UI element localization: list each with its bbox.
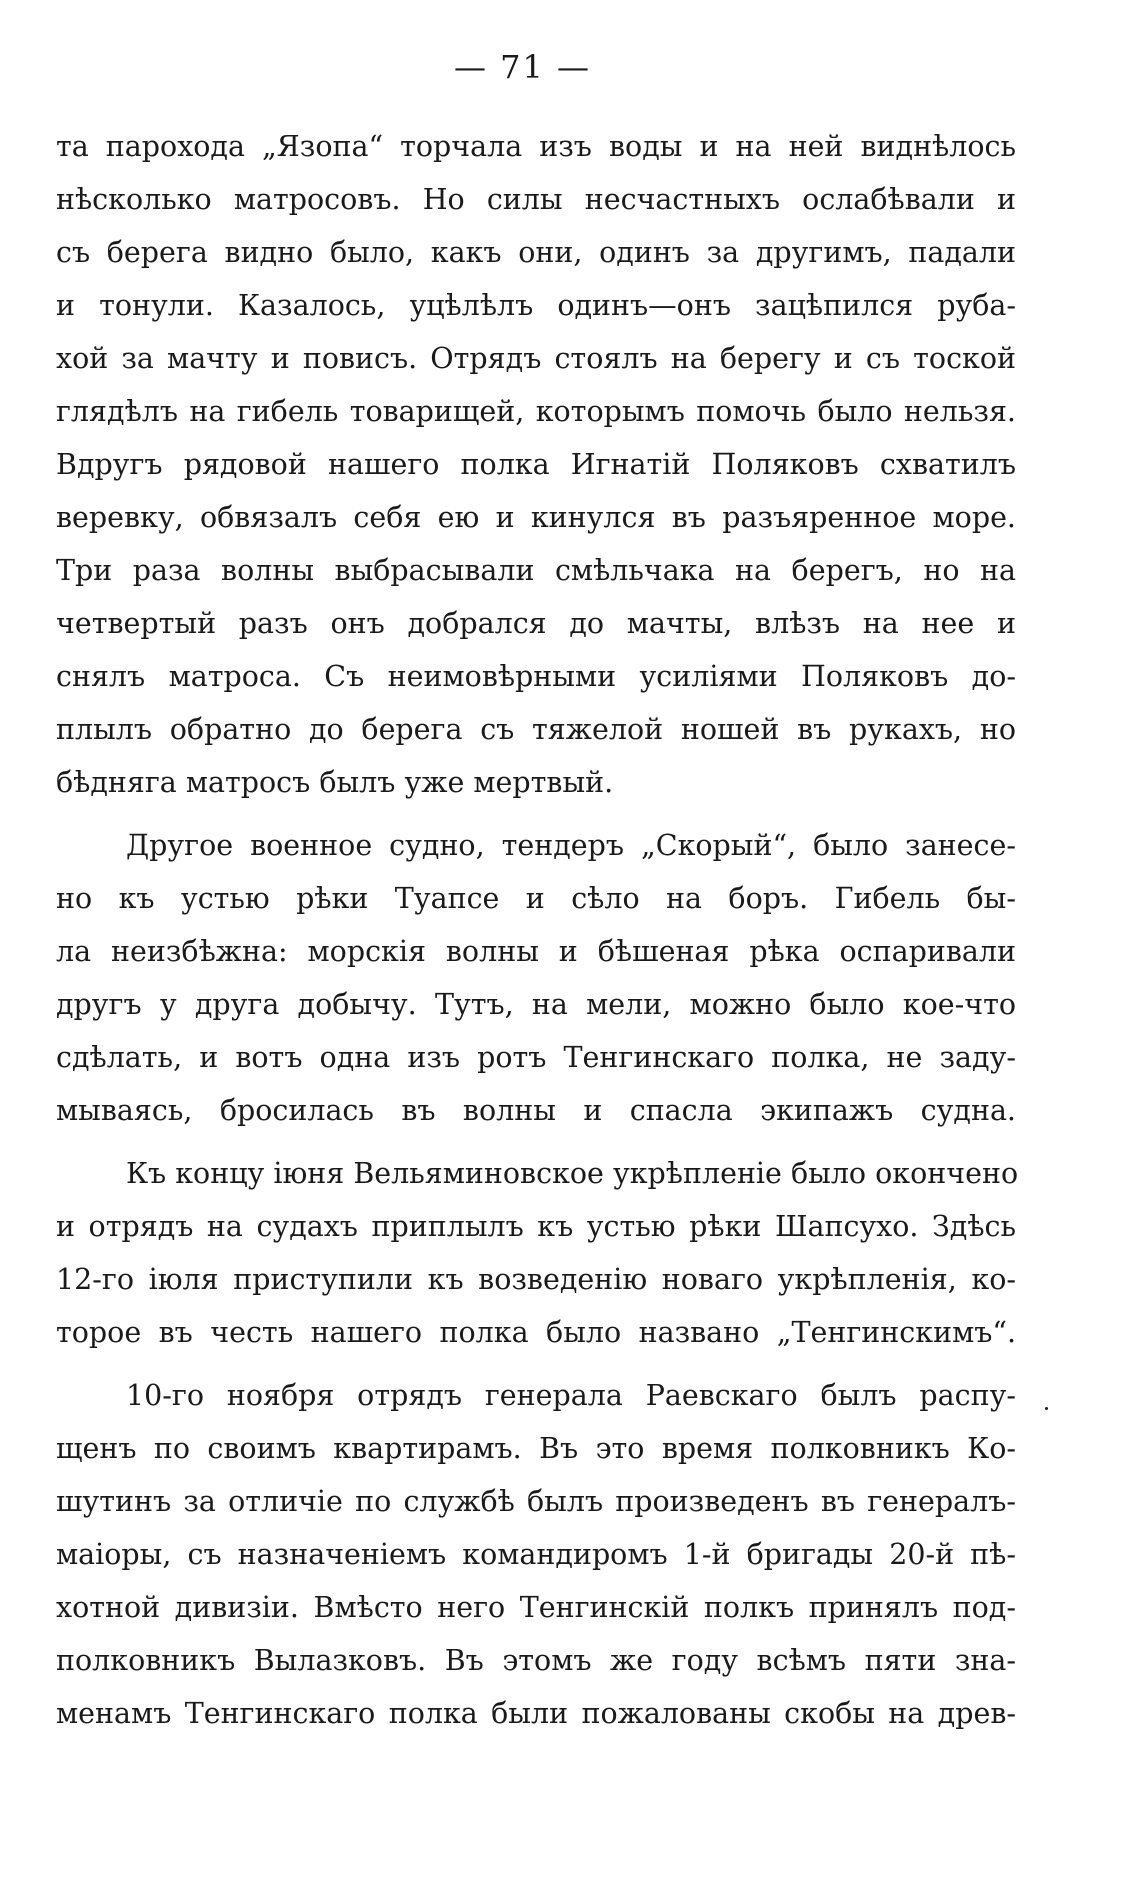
text-line: нѣсколько матросовъ. Но силы несчастныхъ ослабѣвали и (56, 183, 1016, 216)
text-line: другъ у друга добычу. Тутъ, на мели, можно было кое-что (56, 988, 1016, 1021)
text-line: шутинъ за отличіе по службѣ былъ произведенъ въ генералъ- (56, 1485, 1016, 1518)
text-line: съ берега видно было, какъ они, одинъ за другимъ, падали (56, 236, 1016, 269)
text-line: мываясь, бросилась въ волны и спасла экипажъ судна. (56, 1094, 1016, 1127)
text-line: та парохода „Язопа“ торчала изъ воды и на ней виднѣлось (56, 130, 1016, 163)
text-line: ла неизбѣжна: морскія волны и бѣшеная рѣка оспаривали (56, 935, 1016, 968)
print-speck (1045, 1407, 1048, 1410)
page-number: — 71 — (453, 48, 592, 86)
text-line: Къ концу іюня Вельяминовское укрѣпленіе было окончено (126, 1157, 1019, 1190)
text-line: и отрядъ на судахъ приплылъ къ устью рѣки Шапсухо. Здѣсь (56, 1210, 1016, 1243)
text-line: хой за мачту и повисъ. Отрядъ стоялъ на берегу и съ тоской (56, 342, 1016, 375)
text-line: 10-го ноября отрядъ генерала Раевскаго былъ распу- (126, 1379, 1016, 1412)
text-line: Другое военное судно, тендеръ „Скорый“, было занесе- (126, 829, 1016, 862)
paragraph-4 (56, 1369, 1016, 1740)
text-line: сдѣлать, и вотъ одна изъ ротъ Тенгинскаго полка, не заду- (56, 1041, 1016, 1074)
paragraph-3 (56, 1147, 1019, 1359)
text-line: Три раза волны выбрасывали смѣльчака на берегъ, но на (56, 554, 1016, 587)
text-line: глядѣлъ на гибель товарищей, которымъ помочь было нельзя. (56, 395, 1016, 428)
text-line: веревку, обвязалъ себя ею и кинулся въ разъяренное море. (56, 501, 1016, 534)
text-line: хотной дивизіи. Вмѣсто него Тенгинскій полкъ принялъ под- (56, 1591, 1016, 1624)
text-line: четвертый разъ онъ добрался до мачты, влѣзъ на нее и (56, 607, 1016, 640)
text-line: бѣдняга матросъ былъ уже мертвый. (56, 766, 614, 799)
text-line: плылъ обратно до берега съ тяжелой ношей въ рукахъ, но (56, 713, 1016, 746)
text-line: но къ устью рѣки Туапсе и сѣло на боръ. Гибель бы- (56, 882, 1016, 915)
text-line: Вдругъ рядовой нашего полка Игнатій Поляковъ схватилъ (56, 448, 1016, 481)
text-line: менамъ Тенгинскаго полка были пожалованы скобы на древ- (56, 1697, 1016, 1730)
paragraph-1 (56, 120, 1016, 809)
text-line: полковникъ Вылазковъ. Въ этомъ же году всѣмъ пяти зна- (56, 1644, 1016, 1677)
text-line: маіоры, съ назначеніемъ командиромъ 1-й бригады 20-й пѣ- (56, 1538, 1016, 1571)
paragraph-2 (56, 819, 1016, 1137)
text-line: и тонули. Казалось, уцѣлѣлъ одинъ—онъ зацѣпился руба- (56, 289, 1016, 322)
body-text (56, 120, 1019, 1740)
text-line: щенъ по своимъ квартирамъ. Въ это время полковникъ Ко- (56, 1432, 1016, 1465)
text-line: снялъ матроса. Съ неимовѣрными усиліями Поляковъ до- (56, 660, 1016, 693)
text-line: 12-го іюля приступили къ возведенію новаго укрѣпленія, ко- (56, 1263, 1016, 1296)
text-line: торое въ честь нашего полка было названо „Тенгинскимъ“. (56, 1316, 1016, 1349)
